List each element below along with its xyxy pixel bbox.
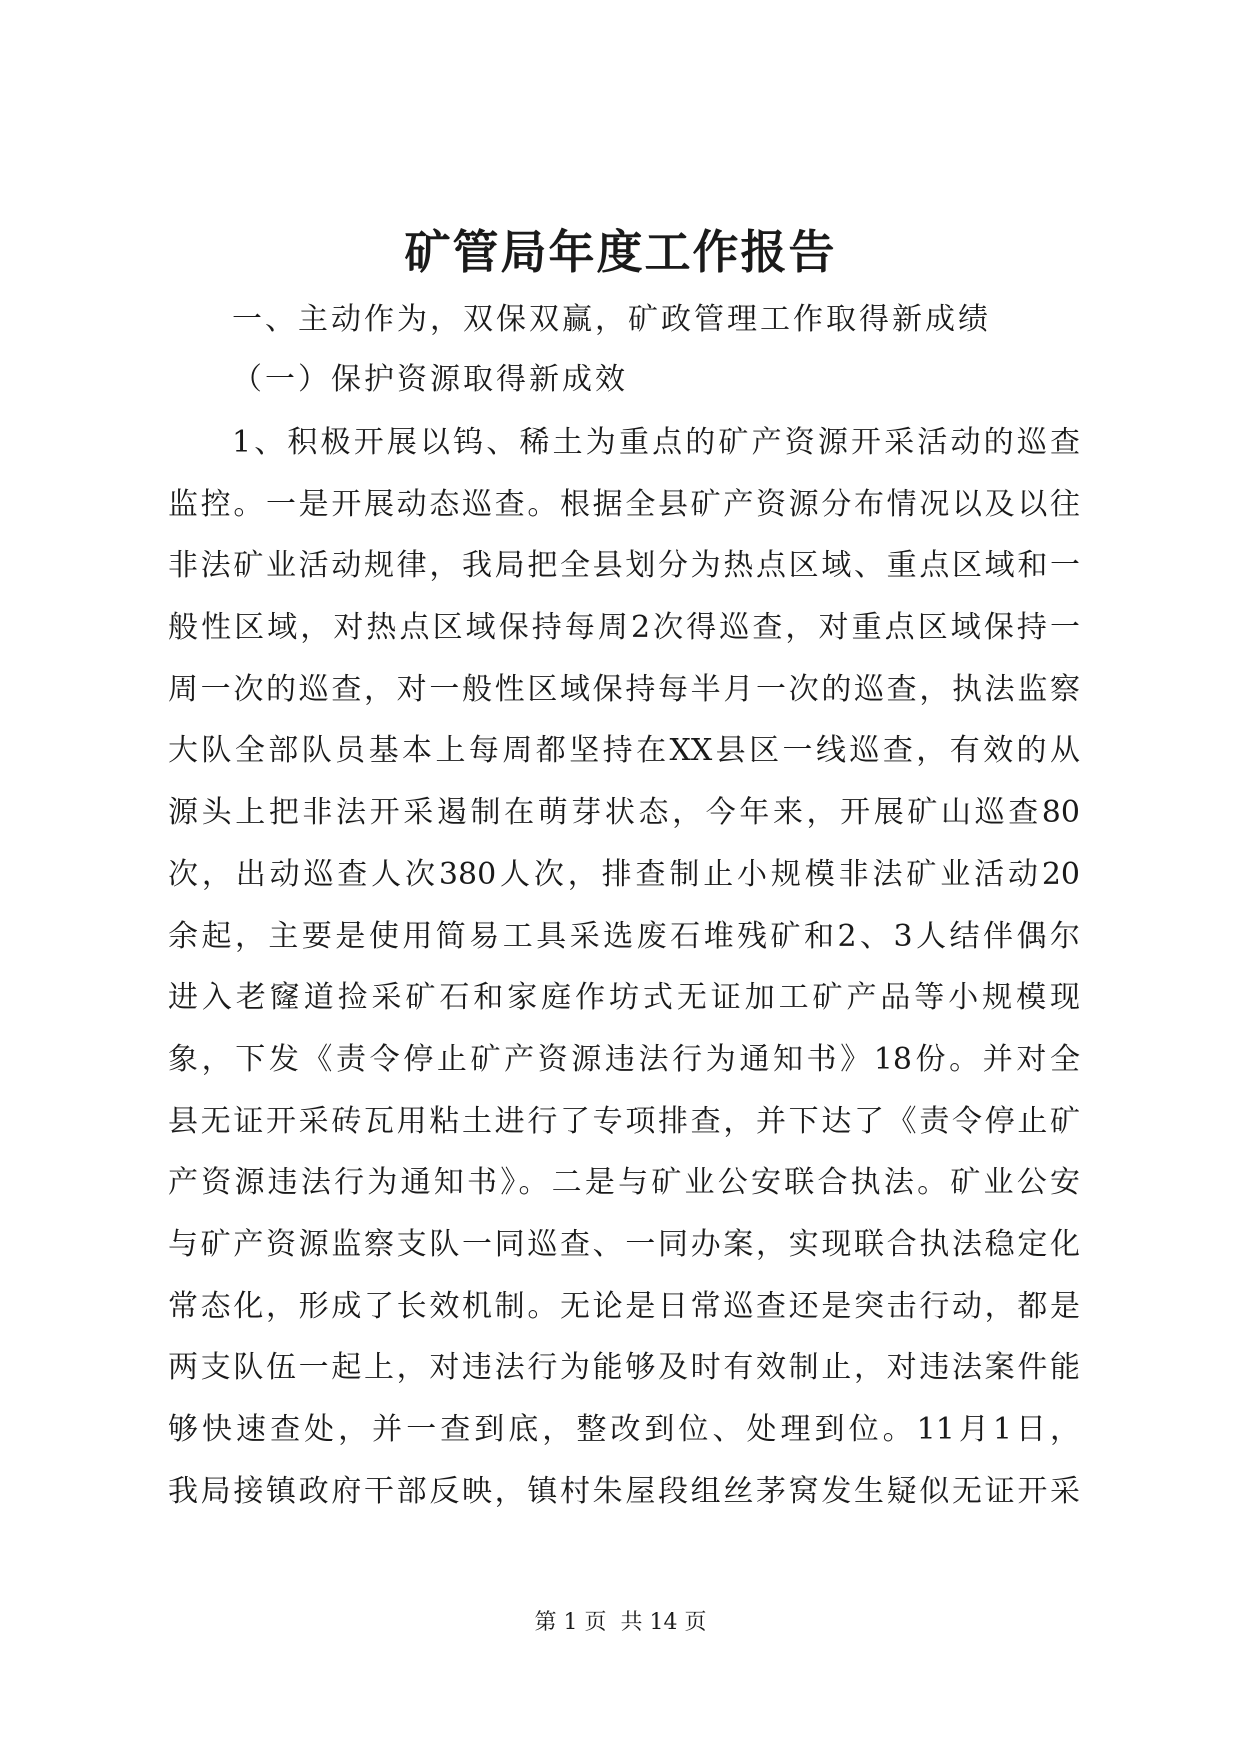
paragraph-line: 次，出动巡查人次380人次，排查制止小规模非法矿业活动20 — [168, 856, 1080, 892]
paragraph-line: 县无证开采砖瓦用粘土进行了专项排查，并下达了《责令停止矿 — [168, 1103, 1080, 1139]
paragraph-line: 源头上把非法开采遏制在萌芽状态，今年来，开展矿山巡查80 — [168, 795, 1080, 831]
paragraph-line: 产资源违法行为通知书》。二是与矿业公安联合执法。矿业公安 — [168, 1165, 1080, 1201]
paragraph-line: 我局接镇政府干部反映，镇村朱屋段组丝茅窝发生疑似无证开采 — [168, 1473, 1080, 1509]
paragraph-line: 监控。一是开展动态巡查。根据全县矿产资源分布情况以及以往 — [168, 486, 1080, 522]
paragraph-line: 象，下发《责令停止矿产资源违法行为通知书》18份。并对全 — [168, 1041, 1080, 1077]
document-title: 矿管局年度工作报告 — [404, 225, 837, 279]
subsection-heading: （一）保护资源取得新成效 — [232, 362, 628, 397]
paragraph-line: 大队全部队员基本上每周都坚持在XX县区一线巡查，有效的从 — [168, 733, 1080, 769]
body-paragraph — [168, 412, 1080, 1522]
paragraph-line: 非法矿业活动规律，我局把全县划分为热点区域、重点区域和一 — [168, 548, 1080, 584]
paragraph-line: 够快速查处，并一查到底，整改到位、处理到位。11月1日， — [168, 1412, 1080, 1447]
paragraph-line: 常态化，形成了长效机制。无论是日常巡查还是突击行动，都是 — [168, 1288, 1080, 1324]
paragraph-line: 两支队伍一起上，对违法行为能够及时有效制止，对违法案件能 — [168, 1350, 1080, 1386]
page-footer: 第 1 页 共 14 页 — [534, 1610, 707, 1635]
paragraph-line: 周一次的巡查，对一般性区域保持每半月一次的巡查，执法监察 — [168, 671, 1080, 707]
paragraph-line: 与矿产资源监察支队一同巡查、一同办案，实现联合执法稳定化 — [168, 1226, 1080, 1262]
paragraph-line: 1、积极开展以钨、稀土为重点的矿产资源开采活动的巡查 — [232, 425, 1080, 460]
section-heading: 一、主动作为，双保双赢，矿政管理工作取得新成绩 — [232, 302, 991, 337]
paragraph-line: 般性区域，对热点区域保持每周2次得巡查，对重点区域保持一 — [168, 610, 1080, 646]
paragraph-line: 余起，主要是使用简易工具采选废石堆残矿和2、3人结伴偶尔 — [168, 918, 1080, 954]
paragraph-line: 进入老窿道捡采矿石和家庭作坊式无证加工矿产品等小规模现 — [168, 980, 1080, 1016]
